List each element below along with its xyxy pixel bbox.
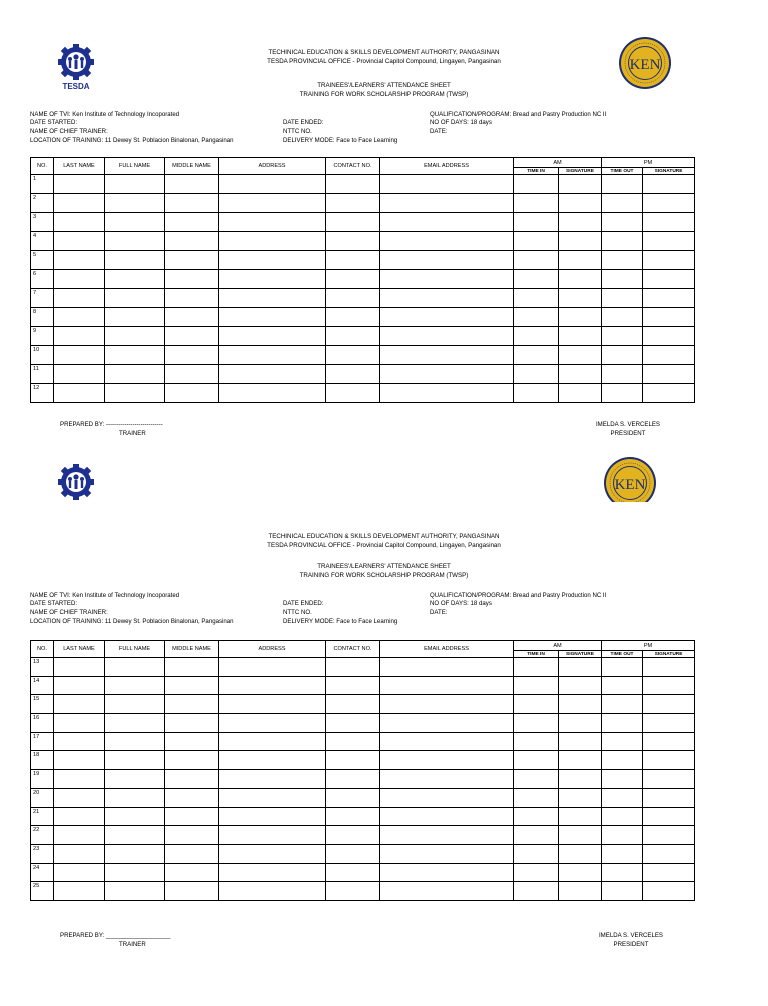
table-cell[interactable] <box>219 882 326 901</box>
table-cell[interactable] <box>643 844 695 863</box>
table-cell[interactable] <box>559 770 602 789</box>
table-cell[interactable] <box>219 751 326 770</box>
col-no: NO. <box>31 158 54 175</box>
row-number: 15 <box>31 695 54 714</box>
table-cell[interactable] <box>380 732 514 751</box>
table-cell[interactable] <box>105 732 165 751</box>
table-cell[interactable] <box>559 807 602 826</box>
table-cell[interactable] <box>326 770 380 789</box>
table-cell[interactable] <box>54 863 105 882</box>
prepared-by: PREPARED BY: ---------------------------- <box>60 421 163 428</box>
table-cell[interactable] <box>559 732 602 751</box>
table-cell[interactable] <box>165 807 219 826</box>
table-cell[interactable] <box>514 676 559 695</box>
table-cell[interactable] <box>105 770 165 789</box>
table-cell[interactable] <box>219 695 326 714</box>
table-cell[interactable] <box>514 770 559 789</box>
president-name: IMELDA S. VERCELES <box>598 932 663 939</box>
table-cell[interactable] <box>380 714 514 733</box>
table-cell[interactable] <box>559 751 602 770</box>
table-row <box>31 676 695 695</box>
table-cell[interactable] <box>514 844 559 863</box>
table-cell[interactable] <box>602 770 643 789</box>
row-number: 3 <box>31 213 54 232</box>
table-cell[interactable] <box>165 751 219 770</box>
prepared-by: PREPARED BY: ___________________ <box>60 932 171 939</box>
table-cell[interactable] <box>326 807 380 826</box>
table-cell[interactable] <box>326 732 380 751</box>
qualification: QUALIFICATION/PROGRAM: Bread and Pastry Production NC II <box>430 111 607 118</box>
table-cell[interactable] <box>165 863 219 882</box>
table-cell[interactable] <box>219 732 326 751</box>
table-row <box>31 770 695 789</box>
table-cell[interactable] <box>219 658 326 677</box>
table-cell[interactable] <box>54 788 105 807</box>
col-am-signature: SIGNATURE <box>559 651 602 658</box>
col-am-signature: SIGNATURE <box>559 168 602 175</box>
table-cell[interactable] <box>602 751 643 770</box>
training-location: LOCATION OF TRAINING: 11 Dewey St. Poblacion Binalonan, Pangasinan <box>30 618 234 625</box>
row-number: 10 <box>31 346 54 365</box>
table-cell[interactable] <box>105 658 165 677</box>
table-cell[interactable] <box>165 770 219 789</box>
row-number: 25 <box>31 882 54 901</box>
table-cell[interactable] <box>54 658 105 677</box>
table-cell[interactable] <box>326 844 380 863</box>
table-cell[interactable] <box>643 695 695 714</box>
date-field: DATE: <box>430 609 448 616</box>
col-last-name: LAST NAME <box>54 158 105 175</box>
table-cell[interactable] <box>514 788 559 807</box>
trainer-label: TRAINER <box>119 430 146 437</box>
table-cell[interactable] <box>602 882 643 901</box>
row-number: 9 <box>31 327 54 346</box>
table-cell[interactable] <box>219 714 326 733</box>
nttc-no: NTTC NO. <box>283 128 312 135</box>
table-cell[interactable] <box>219 826 326 845</box>
agency-name: TECHINICAL EDUCATION & SKILLS DEVELOPMENT AUTHORITY, PANGASINAN <box>268 49 500 56</box>
col-last-name: LAST NAME <box>54 641 105 658</box>
table-cell[interactable] <box>105 844 165 863</box>
sheet-title: TRAINEES'/LEARNERS' ATTENDANCE SHEET <box>317 563 451 570</box>
table-cell[interactable] <box>105 788 165 807</box>
table-cell[interactable] <box>165 844 219 863</box>
row-number: 5 <box>31 251 54 270</box>
table-cell[interactable] <box>380 695 514 714</box>
table-cell[interactable] <box>559 676 602 695</box>
president-name: IMELDA S. VERCELES <box>595 421 660 428</box>
table-cell[interactable] <box>219 676 326 695</box>
table-cell[interactable] <box>326 695 380 714</box>
row-number: 19 <box>31 770 54 789</box>
agency-address: TESDA PROVINCIAL OFFICE - Provincial Capitol Compound, Lingayen, Pangasinan <box>267 58 501 65</box>
table-cell[interactable] <box>105 676 165 695</box>
table-cell[interactable] <box>514 882 559 901</box>
tvi-name: NAME OF TVI: Ken Institute of Technology Incoporated <box>30 592 180 599</box>
table-cell[interactable] <box>602 863 643 882</box>
col-full-name: FULL NAME <box>105 158 165 175</box>
row-number: 6 <box>31 270 54 289</box>
table-cell[interactable] <box>380 882 514 901</box>
table-cell[interactable] <box>380 807 514 826</box>
table-cell[interactable] <box>514 695 559 714</box>
col-pm-time-out: TIME OUT <box>602 168 643 175</box>
table-row <box>31 732 695 751</box>
table-cell[interactable] <box>105 695 165 714</box>
date-field: DATE: <box>430 128 448 135</box>
table-cell[interactable] <box>514 826 559 845</box>
row-number: 21 <box>31 807 54 826</box>
col-am-time-in: TIME IN <box>514 168 559 175</box>
table-cell[interactable] <box>643 732 695 751</box>
tvi-name: NAME OF TVI: Ken Institute of Technology Incoporated <box>30 111 180 118</box>
ken-logo-icon <box>603 456 657 502</box>
table-cell[interactable] <box>380 844 514 863</box>
row-number: 18 <box>31 751 54 770</box>
table-cell[interactable] <box>219 770 326 789</box>
table-cell[interactable] <box>559 826 602 845</box>
col-address: ADDRESS <box>219 158 326 175</box>
table-cell[interactable] <box>380 788 514 807</box>
table-cell[interactable] <box>602 844 643 863</box>
col-pm-signature: SIGNATURE <box>643 168 695 175</box>
row-number: 4 <box>31 232 54 251</box>
date-ended: DATE ENDED: <box>283 119 324 126</box>
table-cell[interactable] <box>54 676 105 695</box>
table-row <box>31 658 695 677</box>
row-number: 2 <box>31 194 54 213</box>
table-cell[interactable] <box>54 695 105 714</box>
table-cell[interactable] <box>54 714 105 733</box>
table-cell[interactable] <box>54 882 105 901</box>
table-cell[interactable] <box>643 826 695 845</box>
table-row <box>31 826 695 845</box>
table-cell[interactable] <box>602 714 643 733</box>
col-am: AM <box>514 158 602 168</box>
row-number: 22 <box>31 826 54 845</box>
table-cell[interactable] <box>559 863 602 882</box>
table-cell[interactable] <box>380 658 514 677</box>
table-cell[interactable] <box>602 826 643 845</box>
table-row <box>31 751 695 770</box>
svg-text:TESDA: TESDA <box>62 82 90 91</box>
table-cell[interactable] <box>326 676 380 695</box>
table-cell[interactable] <box>165 732 219 751</box>
delivery-mode: DELIVERY MODE: Face to Face Learning <box>283 618 398 625</box>
table-row <box>31 695 695 714</box>
table-cell[interactable] <box>219 844 326 863</box>
table-cell[interactable] <box>380 826 514 845</box>
row-number: 17 <box>31 732 54 751</box>
table-cell[interactable] <box>54 770 105 789</box>
col-middle-name: MIDDLE NAME <box>165 641 219 658</box>
trainer-label: TRAINER <box>119 941 146 948</box>
table-cell[interactable] <box>643 807 695 826</box>
row-number: 20 <box>31 788 54 807</box>
col-pm-time-out: TIME OUT <box>602 651 643 658</box>
row-number: 16 <box>31 714 54 733</box>
col-no: NO. <box>31 641 54 658</box>
table-cell[interactable] <box>105 807 165 826</box>
col-pm: PM <box>602 641 695 651</box>
tesda-logo-icon <box>50 462 102 504</box>
table-cell[interactable] <box>514 658 559 677</box>
table-cell[interactable] <box>105 751 165 770</box>
table-cell[interactable] <box>165 695 219 714</box>
table-row <box>31 844 695 863</box>
col-am-time-in: TIME IN <box>514 651 559 658</box>
col-pm-signature: SIGNATURE <box>643 651 695 658</box>
table-cell[interactable] <box>559 658 602 677</box>
row-number: 12 <box>31 384 54 403</box>
table-cell[interactable] <box>559 788 602 807</box>
col-full-name: FULL NAME <box>105 641 165 658</box>
table-row <box>31 863 695 882</box>
table-cell[interactable] <box>559 695 602 714</box>
table-cell[interactable] <box>326 751 380 770</box>
col-middle-name: MIDDLE NAME <box>165 158 219 175</box>
table-cell[interactable] <box>165 882 219 901</box>
no-of-days: NO OF DAYS: 18 days <box>430 119 492 126</box>
table-cell[interactable] <box>54 826 105 845</box>
table-cell[interactable] <box>165 826 219 845</box>
table-cell[interactable] <box>602 676 643 695</box>
president-title: PRESIDENT <box>610 430 646 437</box>
table-cell[interactable] <box>643 751 695 770</box>
table-cell[interactable] <box>602 732 643 751</box>
attendance-table <box>30 640 695 901</box>
qualification: QUALIFICATION/PROGRAM: Bread and Pastry Production NC II <box>430 592 607 599</box>
table-cell[interactable] <box>643 770 695 789</box>
table-row <box>31 788 695 807</box>
col-email: EMAIL ADDRESS <box>380 158 514 175</box>
table-cell[interactable] <box>643 788 695 807</box>
table-cell[interactable] <box>380 863 514 882</box>
president-title: PRESIDENT <box>613 941 649 948</box>
table-cell[interactable] <box>326 882 380 901</box>
table-cell[interactable] <box>559 714 602 733</box>
program-title: TRAINING FOR WORK SCHOLARSHIP PROGRAM (TWSP) <box>299 572 469 579</box>
table-cell[interactable] <box>54 751 105 770</box>
agency-name: TECHINICAL EDUCATION & SKILLS DEVELOPMENT AUTHORITY, PANGASINAN <box>268 533 500 540</box>
table-cell[interactable] <box>326 788 380 807</box>
table-row <box>31 714 695 733</box>
chief-trainer: NAME OF CHIEF TRAINER: <box>30 609 108 616</box>
table-cell[interactable] <box>514 807 559 826</box>
table-cell[interactable] <box>602 788 643 807</box>
table-cell[interactable] <box>380 770 514 789</box>
training-location: LOCATION OF TRAINING: 11 Dewey St. Poblacion Binalonan, Pangasinan <box>30 137 234 144</box>
table-cell[interactable] <box>514 732 559 751</box>
chief-trainer: NAME OF CHIEF TRAINER: <box>30 128 108 135</box>
table-cell[interactable] <box>643 863 695 882</box>
nttc-no: NTTC NO. <box>283 609 312 616</box>
table-cell[interactable] <box>326 658 380 677</box>
table-cell[interactable] <box>326 863 380 882</box>
col-contact-no: CONTACT NO. <box>326 158 380 175</box>
table-cell[interactable] <box>105 882 165 901</box>
table-cell[interactable] <box>643 882 695 901</box>
table-cell[interactable] <box>514 714 559 733</box>
no-of-days: NO OF DAYS: 18 days <box>430 600 492 607</box>
sheet-title: TRAINEES'/LEARNERS' ATTENDANCE SHEET <box>317 82 451 89</box>
col-am: AM <box>514 641 602 651</box>
row-number: 1 <box>31 175 54 194</box>
table-cell[interactable] <box>105 826 165 845</box>
table-cell[interactable] <box>380 676 514 695</box>
table-cell[interactable] <box>54 844 105 863</box>
table-cell[interactable] <box>326 826 380 845</box>
table-cell[interactable] <box>559 844 602 863</box>
table-cell[interactable] <box>105 714 165 733</box>
row-number: 8 <box>31 308 54 327</box>
table-cell[interactable] <box>602 695 643 714</box>
program-title: TRAINING FOR WORK SCHOLARSHIP PROGRAM (TWSP) <box>299 91 469 98</box>
table-cell[interactable] <box>219 788 326 807</box>
svg-text:KEN: KEN <box>629 57 661 73</box>
table-row <box>31 882 695 901</box>
table-cell[interactable] <box>643 676 695 695</box>
table-cell[interactable] <box>165 676 219 695</box>
table-cell[interactable] <box>602 658 643 677</box>
date-started: DATE STARTED: <box>30 600 78 607</box>
table-cell[interactable] <box>380 751 514 770</box>
table-cell[interactable] <box>514 863 559 882</box>
table-cell[interactable] <box>514 751 559 770</box>
table-cell[interactable] <box>54 732 105 751</box>
row-number: 14 <box>31 676 54 695</box>
table-cell[interactable] <box>219 863 326 882</box>
table-cell[interactable] <box>643 658 695 677</box>
row-number: 13 <box>31 658 54 677</box>
table-cell[interactable] <box>105 863 165 882</box>
row-number: 11 <box>31 365 54 384</box>
row-number: 7 <box>31 289 54 308</box>
col-address: ADDRESS <box>219 641 326 658</box>
date-ended: DATE ENDED: <box>283 600 324 607</box>
table-cell[interactable] <box>165 788 219 807</box>
date-started: DATE STARTED: <box>30 119 78 126</box>
delivery-mode: DELIVERY MODE: Face to Face Learning <box>283 137 398 144</box>
table-cell[interactable] <box>602 807 643 826</box>
table-cell[interactable] <box>165 658 219 677</box>
table-cell[interactable] <box>219 807 326 826</box>
table-cell[interactable] <box>326 714 380 733</box>
svg-text:KEN: KEN <box>614 477 646 493</box>
table-cell[interactable] <box>54 807 105 826</box>
row-number: 24 <box>31 863 54 882</box>
table-row <box>31 807 695 826</box>
table-cell[interactable] <box>559 882 602 901</box>
table-cell[interactable] <box>643 714 695 733</box>
col-contact-no: CONTACT NO. <box>326 641 380 658</box>
row-number: 23 <box>31 844 54 863</box>
col-pm: PM <box>602 158 695 168</box>
agency-address: TESDA PROVINCIAL OFFICE - Provincial Capitol Compound, Lingayen, Pangasinan <box>267 542 501 549</box>
table-cell[interactable] <box>165 714 219 733</box>
col-email: EMAIL ADDRESS <box>380 641 514 658</box>
